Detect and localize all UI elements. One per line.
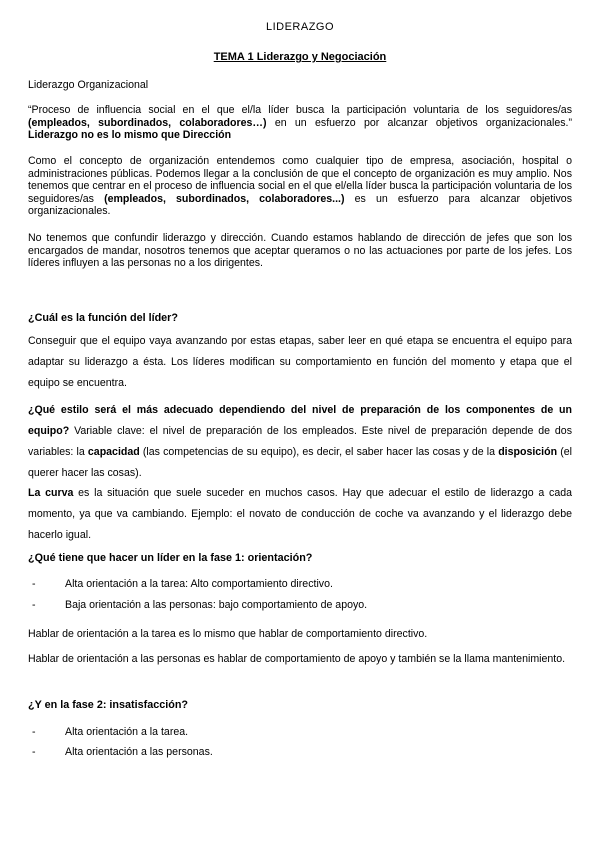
list-item-text: Alta orientación a la tarea.	[65, 726, 189, 738]
text-span: es la situación que suele suceder en muchos casos. Hay que adecuar el estilo de liderazgo a cada momento, ya que va cambiando. Ejemplo: el novato de conducción de coche va avanzando y el liderazgo debe hacerlo igual.	[28, 487, 572, 541]
paragraph-definition	[28, 104, 572, 142]
bold-span: capacidad	[87, 446, 140, 458]
page-title: TEMA 1 Liderazgo y Negociación	[213, 51, 387, 63]
question-fase-1: ¿Qué tiene que hacer un líder en la fase 1: orientación?	[28, 552, 313, 564]
list-item-text: Baja orientación a las personas: bajo comportamiento de apoyo.	[65, 599, 368, 611]
list-item-text: Alta orientación a la tarea: Alto comportamiento directivo.	[65, 578, 333, 590]
paragraph-curva	[28, 483, 572, 546]
paragraph-organizacion	[28, 155, 572, 218]
question-funcion-lider: ¿Cuál es la función del líder?	[28, 312, 178, 324]
text-span: es un esfuerzo para alcanzar objetivos organizacionales.	[28, 192, 572, 218]
paragraph-orientacion-personas: Hablar de orientación a las personas es hablar de comportamiento de apoyo y también se la llama mantenimiento.	[28, 653, 566, 665]
bullet-dash: -	[32, 599, 36, 611]
bold-span: Liderazgo no es lo mismo que Dirección	[28, 129, 232, 142]
paragraph-orientacion-tarea: Hablar de orientación a la tarea es lo mismo que hablar de comportamiento directivo.	[28, 628, 428, 640]
list-item-text: Alta orientación a las personas.	[65, 746, 213, 758]
text-span: en un esfuerzo por alcanzar objetivos organizacionales.”	[266, 116, 572, 129]
page-header: LIDERAZGO	[265, 21, 335, 33]
bold-span: (empleados, subordinados, colaboradores…)	[28, 116, 267, 129]
paragraph-funcion: Conseguir que el equipo vaya avanzando por estas etapas, saber leer en qué etapa se encuentra el equipo para adaptar su liderazgo a ésta. Los líderes modifican su comportamiento en función del momento y etapa que el equipo se encuentra.	[28, 335, 572, 389]
section-label: Liderazgo Organizacional	[28, 79, 149, 91]
text-span: “Proceso de influencia social en el que el/la líder busca la participación voluntaria de los seguidores/as	[28, 104, 572, 116]
text-span: (las competencias de su equipo), es decir, el saber hacer las cosas y de la	[139, 446, 499, 458]
paragraph-estilo	[28, 400, 572, 484]
bold-span: ¿Qué estilo será el más adecuado dependiendo del nivel de preparación de los componentes de un equipo?	[28, 404, 572, 437]
bullet-dash: -	[32, 578, 36, 590]
text-span: Variable clave: el nivel de preparación de los empleados. Este nivel de preparación depende de dos variables: la	[28, 425, 572, 458]
question-fase-2: ¿Y en la fase 2: insatisfacción?	[28, 699, 189, 711]
bold-span: La curva	[28, 487, 74, 499]
bullet-dash: -	[32, 726, 36, 738]
bold-span: disposición	[498, 446, 558, 458]
text-span: (el querer hacer las cosas).	[28, 446, 573, 479]
bullet-dash: -	[32, 746, 36, 758]
paragraph-liderazgo-direccion: No tenemos que confundir liderazgo y dirección. Cuando estamos hablando de dirección de jefes que son los encargados de mandar, nosotros tenemos que aceptar queramos o no las actuaciones por parte de los jefes. Los líderes influyen a las personas no a los dirigentes.	[28, 232, 572, 270]
bold-span: (empleados, subordinados, colaboradores...)	[104, 192, 345, 205]
text-span: Como el concepto de organización entendemos como cualquier tipo de empresa, asociación, hospital o administraciones públicas. Podemos llegar a la conclusión de que el concepto de organización es muy amplio. Nos tenemos que centrar en el proceso de influencia social en el que el/ella líder busca la participación voluntaria de los seguidores/as	[28, 155, 572, 205]
